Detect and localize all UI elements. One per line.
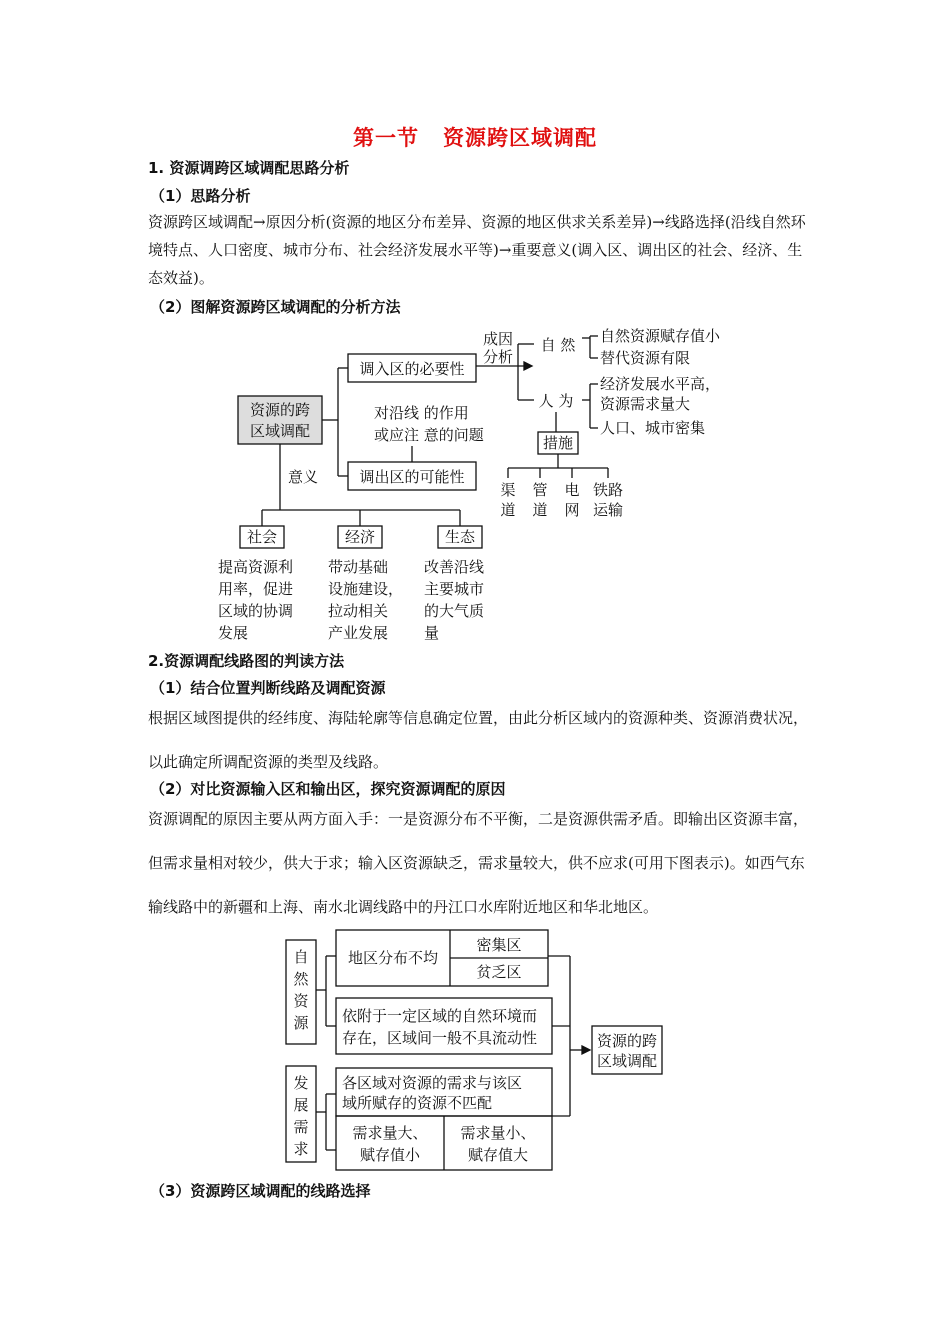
export-label: 调出区的可能性 bbox=[359, 468, 465, 486]
measure-3-l2: 网 bbox=[564, 501, 580, 519]
natural-res-1: 自 bbox=[293, 948, 309, 966]
dev-demand-1: 发 bbox=[293, 1074, 309, 1092]
route-line1: 对沿线 的作用 bbox=[374, 404, 469, 422]
natural-res-3: 资 bbox=[293, 992, 309, 1010]
measure-2-l1: 管 bbox=[532, 481, 548, 499]
mismatch-line2: 域所赋存的资源不匹配 bbox=[342, 1094, 493, 1112]
big-line2: 赋存值小 bbox=[359, 1146, 421, 1164]
result-line2: 区域调配 bbox=[596, 1052, 658, 1070]
big-line1: 需求量大、 bbox=[352, 1124, 428, 1142]
nature-item-1: 自然资源赋存值小 bbox=[600, 327, 721, 345]
import-label: 调入区的必要性 bbox=[359, 360, 465, 378]
measure-4-l2: 运输 bbox=[592, 501, 624, 519]
s2-sub1: （1）结合位置判断线路及调配资源 bbox=[150, 679, 386, 697]
dev-demand-2: 展 bbox=[293, 1096, 309, 1114]
s2-sub2: （2）对比资源输入区和输出区，探究资源调配的原因 bbox=[150, 780, 506, 798]
title-part1: 第一节 bbox=[353, 125, 419, 150]
ecology-line4: 量 bbox=[424, 624, 440, 642]
economy-line2: 设施建设， bbox=[328, 580, 404, 598]
scarce-label: 贫乏区 bbox=[476, 963, 522, 981]
dev-demand-4: 求 bbox=[293, 1140, 309, 1158]
center-line2: 区域调配 bbox=[249, 422, 311, 440]
economy-line3: 拉动相关 bbox=[328, 602, 389, 620]
attach-line2: 存在，区域间一般不具流动性 bbox=[342, 1029, 538, 1047]
measure-2-l2: 道 bbox=[532, 501, 548, 519]
uneven-label: 地区分布不均 bbox=[347, 949, 439, 967]
natural-res-4: 源 bbox=[293, 1014, 309, 1032]
s1-para1: 资源跨区域调配→原因分析(资源的地区分布差异、资源的地区供求关系差异)→线路选择(沿线自然环境特点、人口密度、城市分布、社会经济发展水平等)→重要意义(调入区、调出区的社会、经济、生态效益)。 bbox=[148, 213, 806, 287]
measures-label: 措施 bbox=[542, 434, 574, 452]
measure-1-l2: 道 bbox=[500, 501, 516, 519]
economy-line1: 带动基础 bbox=[328, 558, 389, 576]
meaning-label: 意义 bbox=[288, 468, 319, 486]
benefit-label-economy: 经济 bbox=[344, 528, 376, 546]
section1-heading: 1. 资源调跨区域调配思路分析 bbox=[148, 159, 350, 177]
small-line2: 赋存值大 bbox=[467, 1146, 529, 1164]
economy-line4: 产业发展 bbox=[328, 624, 389, 642]
s2-sub3: （3）资源跨区域调配的线路选择 bbox=[150, 1182, 371, 1200]
dev-demand-3: 需 bbox=[293, 1118, 309, 1136]
measure-1-l1: 渠 bbox=[500, 481, 516, 499]
ecology-line1: 改善沿线 bbox=[424, 558, 485, 576]
small-line1: 需求量小、 bbox=[460, 1124, 536, 1142]
social-line3: 区域的协调 bbox=[218, 602, 294, 620]
ecology-line2: 主要城市 bbox=[424, 580, 485, 598]
ecology-line3: 的大气质 bbox=[424, 602, 485, 620]
s1-sub2: （2）图解资源跨区域调配的分析方法 bbox=[150, 298, 401, 316]
human-item1-line2: 资源需求量大 bbox=[600, 395, 691, 413]
mismatch-line1: 各区域对资源的需求与该区 bbox=[342, 1074, 523, 1092]
dense-label: 密集区 bbox=[476, 936, 522, 954]
result-line1: 资源的跨 bbox=[596, 1032, 658, 1050]
attach-line1: 依附于一定区域的自然环境而 bbox=[342, 1007, 538, 1025]
s2-para1: 根据区域图提供的经纬度、海陆轮廓等信息确定位置，由此分析区域内的资源种类、资源消费状况，以此确定所调配资源的类型及线路。 bbox=[148, 709, 809, 771]
s2-para2: 资源调配的原因主要从两方面入手：一是资源分布不平衡，二是资源供需矛盾。即输出区资源丰富，但需求量相对较少，供大于求；输入区资源缺乏，需求量较大，供不应求(可用下图表示)。如西气东输线路中的新疆和上海、南水北调线路中的丹江口水库附近地区和华北地区。 bbox=[148, 810, 809, 916]
nature-item-2: 替代资源有限 bbox=[600, 349, 691, 367]
social-line2: 用率，促进 bbox=[218, 580, 294, 598]
benefit-label-social: 社会 bbox=[246, 528, 278, 546]
route-line2: 或应注 意的问题 bbox=[374, 426, 484, 444]
social-line1: 提高资源利 bbox=[218, 558, 294, 576]
section2-heading: 2.资源调配线路图的判读方法 bbox=[148, 652, 345, 670]
title-part2: 资源跨区域调配 bbox=[443, 125, 597, 150]
human-label: 人 为 bbox=[538, 392, 574, 410]
human-item1-line1: 经济发展水平高， bbox=[600, 375, 721, 393]
natural-res-2: 然 bbox=[293, 970, 309, 988]
measure-3-l1: 电 bbox=[564, 481, 580, 499]
human-item2: 人口、城市密集 bbox=[600, 419, 706, 437]
benefit-label-ecology: 生态 bbox=[444, 528, 476, 546]
cause-line2: 分析 bbox=[482, 348, 514, 366]
social-line4: 发展 bbox=[218, 624, 249, 642]
s1-sub1: （1）思路分析 bbox=[150, 187, 251, 205]
cause-line1: 成因 bbox=[482, 330, 514, 348]
measure-4-l1: 铁路 bbox=[592, 481, 624, 499]
nature-label: 自 然 bbox=[540, 336, 576, 354]
center-line1: 资源的跨 bbox=[249, 401, 311, 419]
